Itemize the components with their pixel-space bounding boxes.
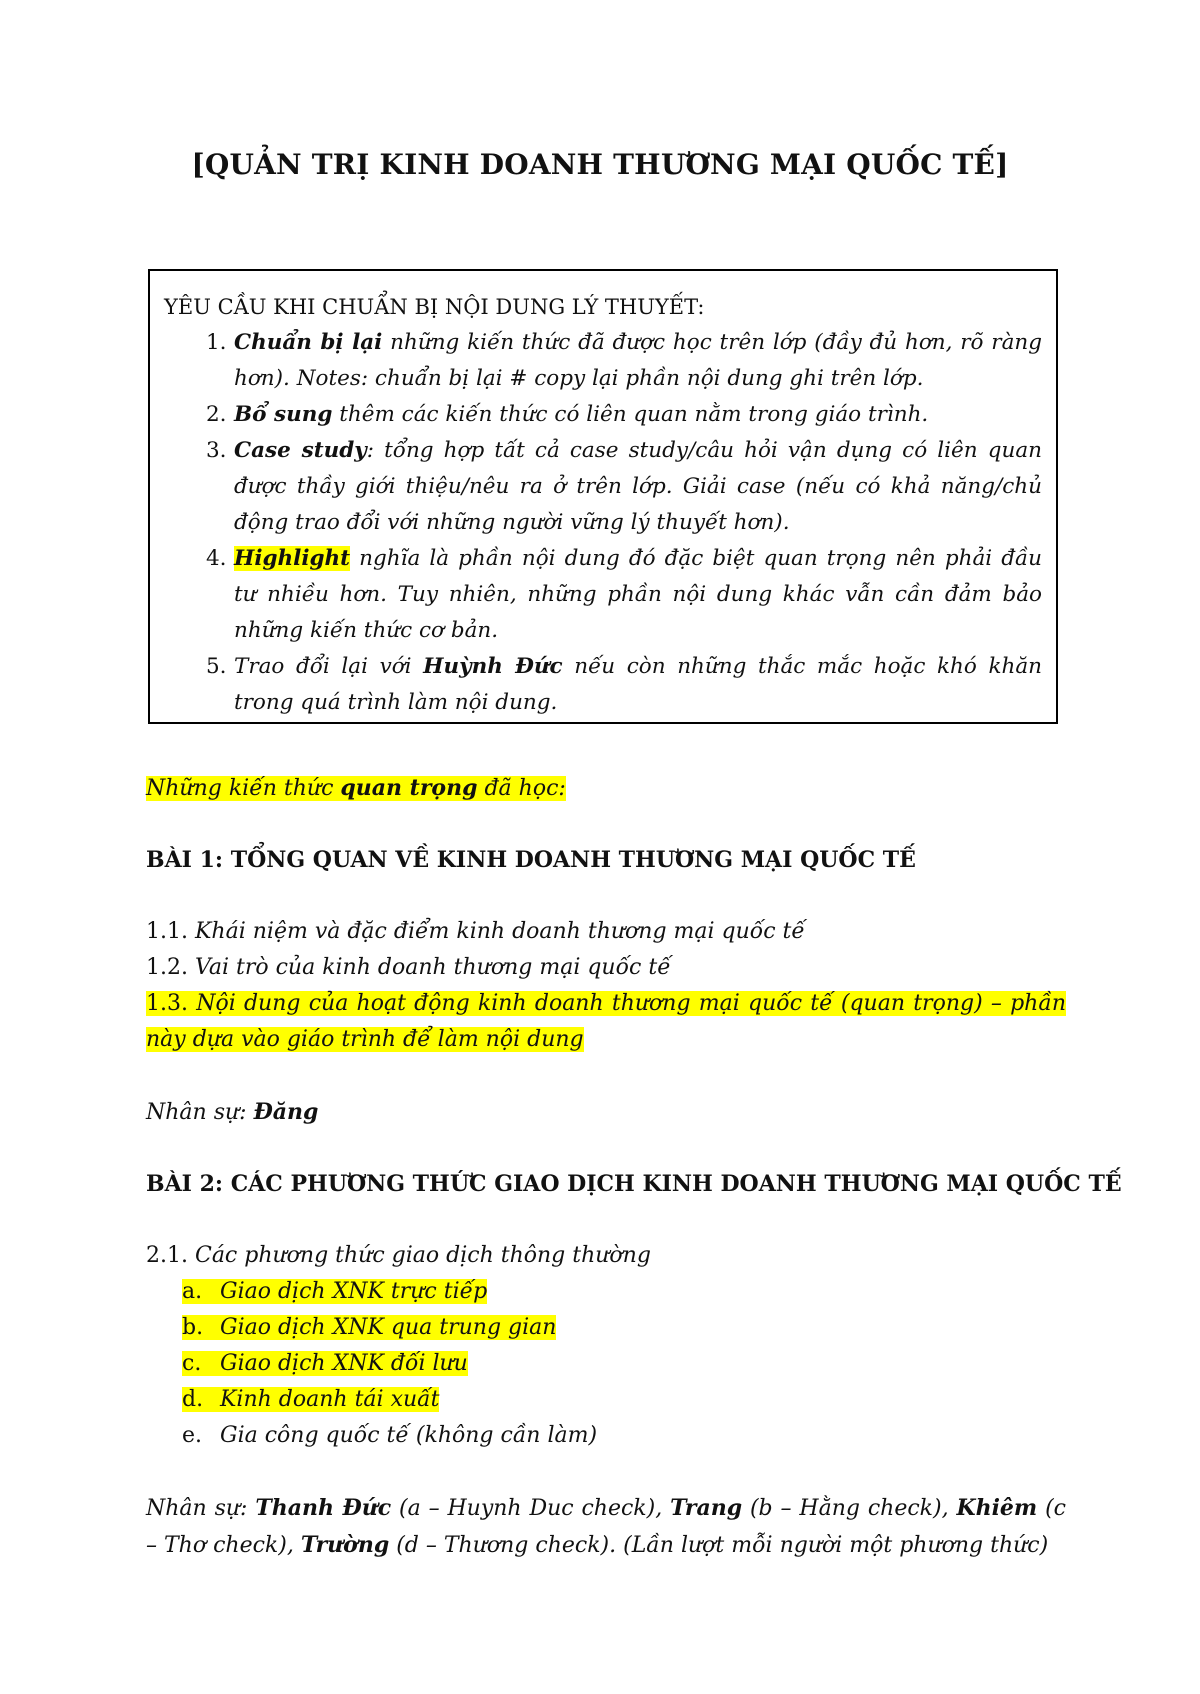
item-number: 1. xyxy=(206,330,227,355)
important-prefix: Những kiến thức xyxy=(146,776,341,801)
section-text: Nội dung của hoạt động kinh doanh thương mại quốc tế (quan trọng) – phần này dựa vào giáo trình để làm nội dung xyxy=(146,991,1066,1052)
staff-name: Trang xyxy=(670,1495,743,1521)
lesson2-staff xyxy=(146,1490,1066,1564)
lesson1-heading: BÀI 1: TỔNG QUAN VỀ KINH DOANH THƯƠNG MẠI QUỐC TẾ xyxy=(146,847,916,873)
staff-name: Khiêm xyxy=(956,1495,1038,1521)
item-number: 3. xyxy=(206,438,227,463)
staff-label: Nhân sự: xyxy=(146,1496,256,1521)
staff-note: (d – Thương check). (Lần lượt mỗi người một phương thức) xyxy=(389,1533,1049,1558)
item-keyword: Chuẩn bị lại xyxy=(234,330,383,355)
requirement-item xyxy=(164,325,1042,397)
important-knowledge-line xyxy=(146,770,1066,807)
staff-note: (c – Thơ check), xyxy=(146,1496,1066,1558)
subitem-letter: d. xyxy=(182,1387,204,1412)
lesson1-section-3 xyxy=(146,986,1066,1058)
staff-name: Đăng xyxy=(253,1099,319,1125)
requirement-item xyxy=(164,433,1042,541)
subitem-text: Giao dịch XNK trực tiếp xyxy=(220,1279,488,1304)
requirement-item xyxy=(164,541,1042,649)
staff-name: Thanh Đức xyxy=(255,1495,392,1521)
staff-note: (a – Huynh Duc check), xyxy=(391,1496,671,1521)
item-number: 2. xyxy=(206,402,227,427)
lesson1-section-1 xyxy=(146,914,1066,950)
item-keyword: Huỳnh Đức xyxy=(423,654,563,679)
important-suffix: đã học: xyxy=(477,776,566,801)
requirement-item xyxy=(164,397,1042,433)
subitem-c xyxy=(182,1346,468,1382)
staff-note: (b – Hằng check), xyxy=(742,1496,957,1521)
item-keyword-highlighted: Highlight xyxy=(234,546,351,571)
item-text: : tổng hợp tất cả case study/câu hỏi vận dụng có liên quan được thầy giới thiệu/nêu ra ở trên lớp. Giải case (nếu có khả năng/chủ động trao đổi với những người vững lý thuyết hơn). xyxy=(234,438,1042,535)
subitem-text: Giao dịch XNK qua trung gian xyxy=(220,1315,557,1340)
subitem-text: Kinh doanh tái xuất xyxy=(220,1387,440,1412)
staff-label: Nhân sự: xyxy=(146,1100,254,1125)
section-text: Vai trò của kinh doanh thương mại quốc tế xyxy=(194,955,671,980)
lesson2-heading: BÀI 2: CÁC PHƯƠNG THỨC GIAO DỊCH KINH DOANH THƯƠNG MẠI QUỐC TẾ xyxy=(146,1171,1122,1197)
section-text: Khái niệm và đặc điểm kinh doanh thương mại quốc tế xyxy=(194,919,805,944)
subitem-letter: a. xyxy=(182,1279,203,1304)
lesson2-section-1 xyxy=(146,1238,1066,1274)
subitem-letter: e. xyxy=(182,1423,203,1448)
item-keyword: Bổ sung xyxy=(234,402,333,427)
subitem-text: Gia công quốc tế (không cần làm) xyxy=(220,1423,598,1448)
item-number: 5. xyxy=(206,654,227,679)
subitem-b xyxy=(182,1310,556,1346)
item-text: nghĩa là phần nội dung đó đặc biệt quan trọng nên phải đầu tư nhiều hơn. Tuy nhiên, những phần nội dung khác vẫn cần đảm bảo những kiến thức cơ bản. xyxy=(234,546,1042,643)
subitem-text: Giao dịch XNK đối lưu xyxy=(220,1351,468,1376)
item-keyword: Case study xyxy=(234,438,367,463)
requirements-box xyxy=(148,269,1058,724)
section-number: 1.1. xyxy=(146,919,195,944)
lesson1-staff xyxy=(146,1094,1066,1131)
subitem-e xyxy=(182,1418,597,1454)
item-text-prefix: Trao đổi lại với xyxy=(234,654,424,679)
item-text: những kiến thức đã được học trên lớp (đầy đủ hơn, rõ ràng hơn). Notes: chuẩn bị lại # copy lại phần nội dung ghi trên lớp. xyxy=(234,330,1042,391)
subitem-a xyxy=(182,1274,487,1310)
section-number: 1.3. xyxy=(146,991,197,1016)
item-text: thêm các kiến thức có liên quan nằm trong giáo trình. xyxy=(332,402,929,427)
subitem-d xyxy=(182,1382,439,1418)
important-keyword: quan trọng xyxy=(340,775,478,801)
requirements-list xyxy=(164,325,1042,721)
document-title: [QUẢN TRỊ KINH DOANH THƯƠNG MẠI QUỐC TẾ] xyxy=(191,148,1009,181)
item-text: nếu còn những thắc mắc hoặc khó khăn trong quá trình làm nội dung. xyxy=(234,654,1042,715)
subitem-letter: b. xyxy=(182,1315,204,1340)
item-number: 4. xyxy=(206,546,227,571)
subitem-letter: c. xyxy=(182,1351,202,1376)
section-number: 2.1. xyxy=(146,1243,195,1268)
section-number: 1.2. xyxy=(146,955,195,980)
staff-name: Trường xyxy=(300,1532,390,1558)
section-text: Các phương thức giao dịch thông thường xyxy=(194,1243,651,1268)
requirements-heading: YÊU CẦU KHI CHUẨN BỊ NỘI DUNG LÝ THUYẾT: xyxy=(164,295,705,319)
lesson1-section-2 xyxy=(146,950,1066,986)
requirement-item xyxy=(164,649,1042,721)
